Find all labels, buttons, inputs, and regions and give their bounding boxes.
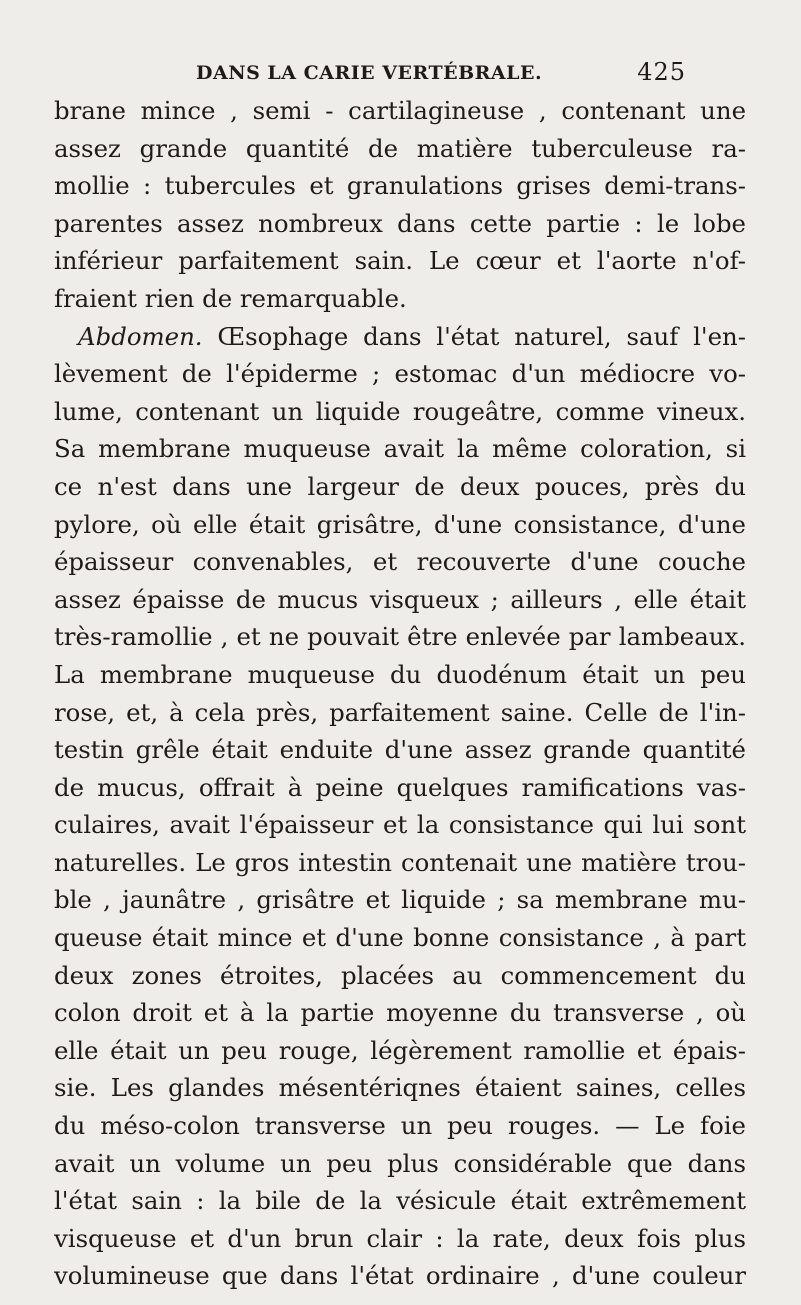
page-header bbox=[196, 58, 686, 92]
text-line: testin grêle était enduite d'une assez grande quantité bbox=[54, 735, 746, 765]
text-line: lèvement de l'épiderme ; estomac d'un médiocre vo- bbox=[54, 359, 746, 389]
section-label: Abdomen. bbox=[78, 321, 203, 351]
text-line: colon droit et à la partie moyenne du transverse , où bbox=[54, 998, 746, 1028]
text-line: assez grande quantité de matière tuberculeuse ra- bbox=[54, 133, 746, 163]
text-line: assez épaisse de mucus visqueux ; ailleurs , elle était bbox=[54, 584, 746, 614]
text-line: très-ramollie , et ne pouvait être enlevée par lambeaux. bbox=[54, 622, 746, 652]
text-line: inférieur parfaitement sain. Le cœur et l'aorte n'of- bbox=[54, 246, 746, 276]
page-number: 425 bbox=[637, 58, 686, 86]
text-line: culaires, avait l'épaisseur et la consistance qui lui sont bbox=[54, 810, 746, 840]
text-line: pylore, où elle était grisâtre, d'une consistance, d'une bbox=[54, 509, 746, 539]
text-line: brane mince , semi - cartilagineuse , contenant une bbox=[54, 96, 746, 125]
text-line: mollie : tubercules et granulations grises demi-trans- bbox=[54, 171, 746, 201]
text-line: volumineuse que dans l'état ordinaire , d'une couleur bbox=[54, 1261, 746, 1291]
text-line: parentes assez nombreux dans cette partie : le lobe bbox=[54, 208, 746, 238]
text-line: épaisseur convenables, et recouverte d'une couche bbox=[54, 547, 746, 577]
text-line: sie. Les glandes mésentériqnes étaient saines, celles bbox=[54, 1073, 746, 1103]
text-line: ce n'est dans une largeur de deux pouces, près du bbox=[54, 471, 746, 501]
text-line-content: Œsophage dans l'état naturel, sauf l'en- bbox=[217, 321, 746, 351]
text-line: visqueuse et d'un brun clair : la rate, deux fois plus bbox=[54, 1223, 746, 1253]
text-line: deux zones étroites, placées au commencement du bbox=[54, 960, 746, 990]
text-line: rose, et, à cela près, parfaitement saine. Celle de l'in- bbox=[54, 697, 746, 727]
text-line: avait un volume un peu plus considérable que dans bbox=[54, 1148, 746, 1178]
text-line: elle était un peu rouge, légèrement ramollie et épais- bbox=[54, 1035, 746, 1065]
text-line: Sa membrane muqueuse avait la même coloration, si bbox=[54, 434, 746, 464]
text-line: l'état sain : la bile de la vésicule était extrêmement bbox=[54, 1186, 746, 1216]
text-line: La membrane muqueuse du duodénum était un peu bbox=[54, 659, 746, 689]
running-head: DANS LA CARIE VERTÉBRALE. bbox=[196, 62, 543, 84]
text-line: de mucus, offrait à peine quelques ramifications vas- bbox=[54, 772, 746, 802]
text-line: fraient rien de remarquable. bbox=[54, 283, 407, 313]
text-line: du méso-colon transverse un peu rouges. — Le foie bbox=[54, 1111, 746, 1141]
body-text bbox=[54, 92, 746, 1295]
text-line-section-start bbox=[54, 318, 746, 356]
text-line: ble , jaunâtre , grisâtre et liquide ; sa membrane mu- bbox=[54, 885, 746, 915]
text-line: naturelles. Le gros intestin contenait une matière trou- bbox=[54, 847, 746, 877]
text-line: lume, contenant un liquide rougeâtre, comme vineux. bbox=[54, 396, 746, 426]
text-line: queuse était mince et d'une bonne consistance , à part bbox=[54, 923, 746, 953]
